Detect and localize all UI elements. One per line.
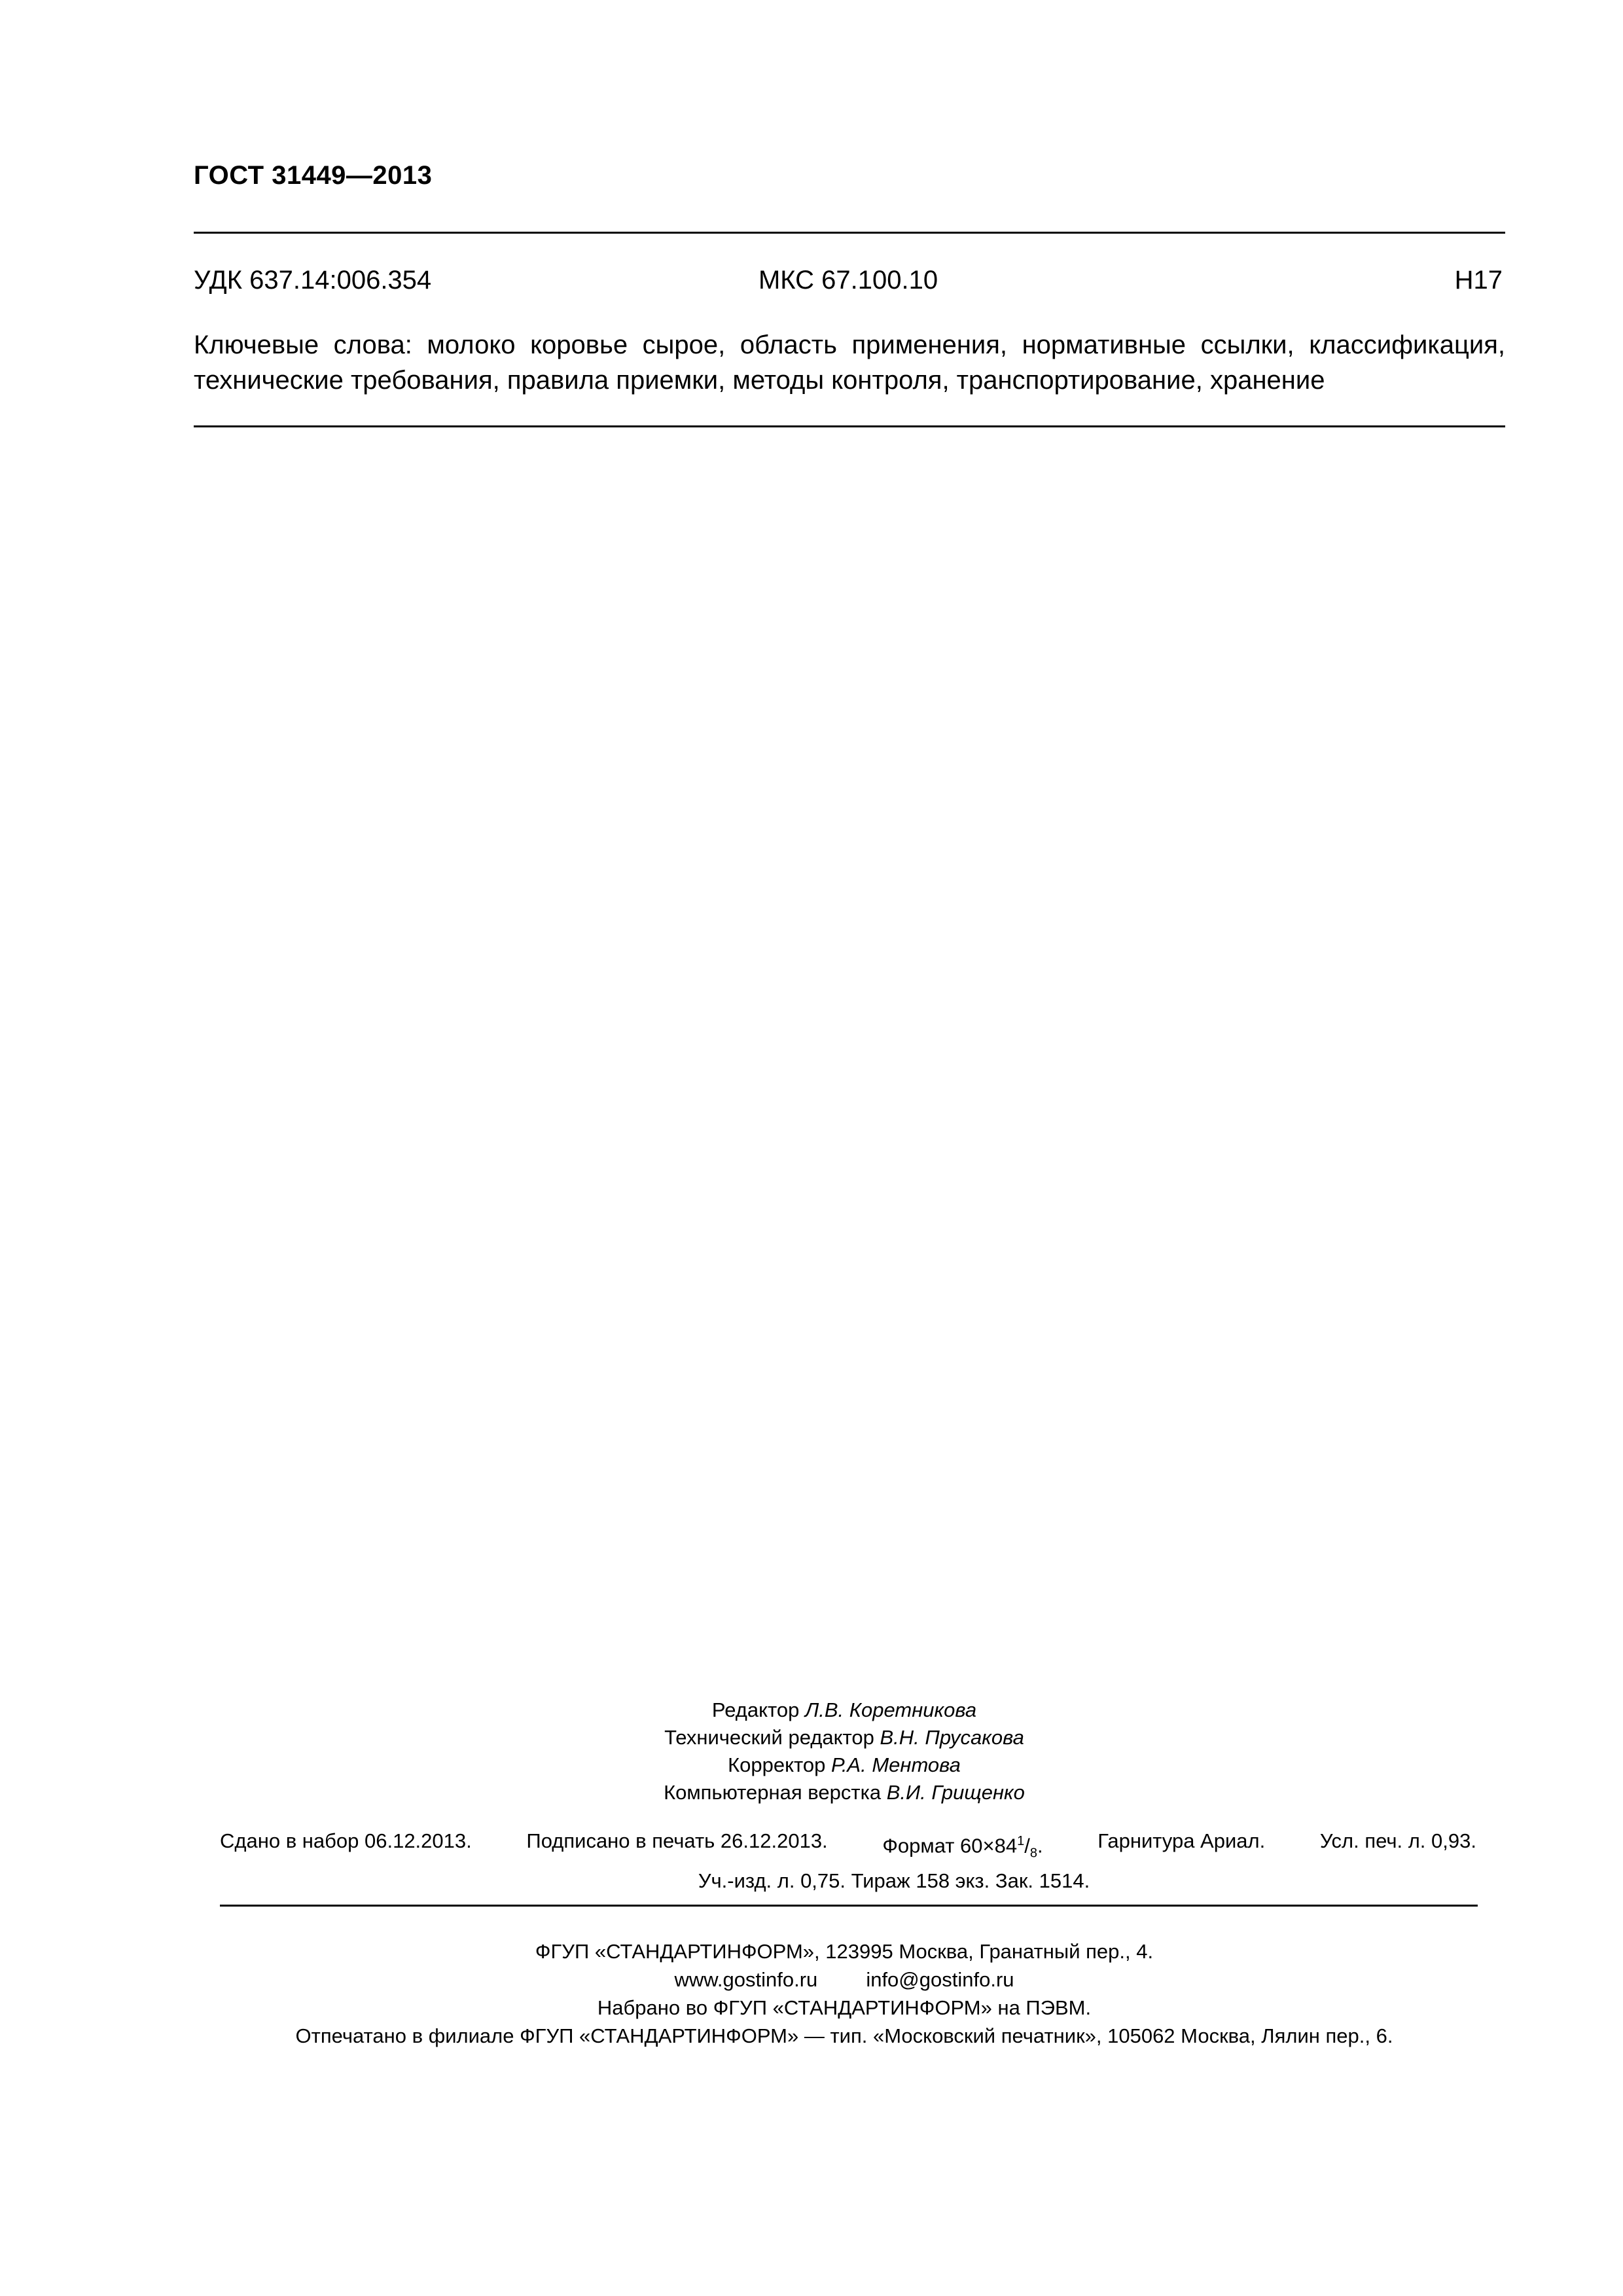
printed-sheets: Усл. печ. л. 0,93. bbox=[1319, 1829, 1476, 1852]
format-numerator: 1 bbox=[1017, 1834, 1025, 1848]
okp-code: Н17 bbox=[1454, 266, 1503, 295]
publisher-email: info@gostinfo.ru bbox=[866, 1968, 1014, 1991]
editor-line bbox=[0, 1696, 1623, 1724]
signed-for-print: Подписано в печать 26.12.2013. bbox=[526, 1829, 828, 1852]
tech-editor-role: Технический редактор bbox=[664, 1726, 874, 1749]
keywords-text: Ключевые слова: молоко коровье сырое, область применения, нормативные ссылки, классификация, технические требования, правила приемки, методы контроля, транспортирование, хранение bbox=[194, 331, 1505, 395]
imprint-divider bbox=[220, 1905, 1478, 1907]
proofreader-name: Р.А. Ментова bbox=[830, 1753, 961, 1776]
paper-format: Формат $60\times 84^1/_8$. bbox=[882, 1834, 1043, 1861]
editor-name: Л.В. Коретникова bbox=[804, 1698, 977, 1721]
proofreader-line bbox=[0, 1751, 1623, 1779]
layout-name: В.И. Грищенко bbox=[886, 1781, 1025, 1804]
layout-role: Компьютерная верстка bbox=[664, 1781, 882, 1804]
keywords-divider bbox=[194, 425, 1505, 427]
format-prefix: Формат 60×84 bbox=[882, 1834, 1018, 1857]
publisher-block bbox=[0, 1937, 1623, 2050]
publisher-website: www.gostinfo.ru bbox=[674, 1968, 818, 1991]
publisher-address: ФГУП «СТАНДАРТИНФОРМ», 123995 Москва, Гранатный пер., 4. bbox=[535, 1940, 1154, 1963]
imprint-block bbox=[220, 1827, 1476, 1895]
proofreader-role: Корректор bbox=[728, 1753, 826, 1776]
format-suffix: . bbox=[1037, 1834, 1043, 1857]
imprint-first-line bbox=[220, 1827, 1476, 1867]
printed-note: Отпечатано в филиале ФГУП «СТАНДАРТИНФОРМ» — тип. «Московский печатник», 105062 Москва, Лялин пер., 6. bbox=[295, 2024, 1393, 2047]
tech-editor-line bbox=[0, 1724, 1623, 1751]
typeface: Гарнитура Ариал. bbox=[1097, 1829, 1266, 1852]
format-denominator: 8 bbox=[1029, 1846, 1038, 1861]
top-divider bbox=[194, 232, 1505, 234]
credits-block bbox=[0, 1696, 1623, 1806]
editor-role: Редактор bbox=[711, 1698, 800, 1721]
publisher-contacts bbox=[0, 1965, 1623, 1994]
mks-code: МКС 67.100.10 bbox=[758, 266, 938, 295]
udk-code: УДК 637.14:006.354 bbox=[194, 266, 432, 295]
layout-line bbox=[0, 1779, 1623, 1806]
standard-code: ГОСТ 31449—2013 bbox=[194, 161, 433, 190]
classification-row bbox=[194, 266, 1503, 295]
sent-to-typesetting: Сдано в набор 06.12.2013. bbox=[220, 1829, 472, 1852]
tech-editor-name: В.Н. Прусакова bbox=[880, 1726, 1024, 1749]
typeset-note: Набрано во ФГУП «СТАНДАРТИНФОРМ» на ПЭВМ. bbox=[597, 1996, 1092, 2019]
imprint-second-line: Уч.-изд. л. 0,75. Тираж 158 экз. Зак. 1514. bbox=[698, 1869, 1090, 1892]
